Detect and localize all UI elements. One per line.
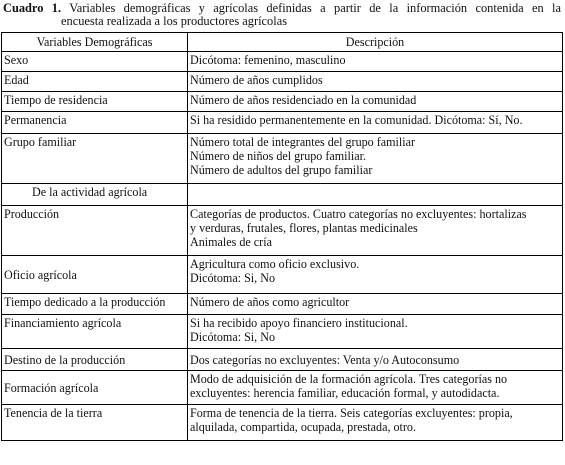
table-caption <box>3 2 561 28</box>
caption-text-1: Variables demográficas y agrícolas definidas a partir de la información contenida en la <box>69 1 561 15</box>
row-variable: Tiempo dedicado a la producción <box>2 294 188 315</box>
table-row <box>2 315 563 349</box>
row-description: Número total de integrantes del grupo familiar Número de niños del grupo familiar. Número de adultos del grupo familiar <box>188 134 563 184</box>
table-row <box>2 112 563 134</box>
table-row <box>2 405 563 441</box>
row-variable: Producción <box>2 206 188 256</box>
table-row <box>2 52 563 72</box>
row-description: Si ha residido permanentemente en la comunidad. Dicótoma: Sí, No. <box>188 112 563 134</box>
row-description: Si ha recibido apoyo financiero institucional. Dicótoma: Si, No <box>188 315 563 349</box>
row-variable: Destino de la producción <box>2 349 188 371</box>
table-row <box>2 256 563 294</box>
row-description: Agricultura como oficio exclusivo. Dicótoma: Si, No <box>188 256 563 294</box>
table-row <box>2 92 563 112</box>
row-description: Forma de tenencia de la tierra. Seis categorías excluyentes: propia, alquilada, compartida, ocupada, prestada, otro. <box>188 405 563 441</box>
row-variable: Grupo familiar <box>2 134 188 184</box>
row-description: Dicótoma: femenino, masculino <box>188 52 563 72</box>
variables-table <box>1 32 563 441</box>
row-variable: Oficio agrícola <box>2 256 188 294</box>
row-description: Dos categorías no excluyentes: Venta y/o Autoconsumo <box>188 349 563 371</box>
row-description: Modo de adquisición de la formación agrícola. Tres categorías no excluyentes: herencia familiar, educación formal, y autodidacta. <box>188 371 563 405</box>
row-variable: Sexo <box>2 52 188 72</box>
section-row <box>2 184 563 206</box>
table-row <box>2 206 563 256</box>
section-label: De la actividad agrícola <box>2 184 188 206</box>
row-variable: Edad <box>2 72 188 92</box>
row-description: Número de años como agricultor <box>188 294 563 315</box>
row-description: Categorías de productos. Cuatro categorías no excluyentes: hortalizas y verduras, frutales, flores, plantas medicinales Animales de cría <box>188 206 563 256</box>
table-row <box>2 294 563 315</box>
table-header-row <box>2 33 563 52</box>
header-descripcion: Descripción <box>188 33 563 52</box>
row-variable: Financiamiento agrícola <box>2 315 188 349</box>
row-description: Número de años cumplidos <box>188 72 563 92</box>
row-description: Número de años residenciado en la comunidad <box>188 92 563 112</box>
caption-label: Cuadro 1. <box>3 1 62 15</box>
caption-text-2: encuesta realizada a los productores agrícolas <box>61 14 288 28</box>
table-row <box>2 72 563 92</box>
table-row <box>2 371 563 405</box>
row-description <box>188 184 563 206</box>
row-variable: Formación agrícola <box>2 371 188 405</box>
table-row <box>2 349 563 371</box>
table-row <box>2 134 563 184</box>
row-variable: Tenencia de la tierra <box>2 405 188 441</box>
header-variables: Variables Demográficas <box>2 33 188 52</box>
row-variable: Permanencia <box>2 112 188 134</box>
row-variable: Tiempo de residencia <box>2 92 188 112</box>
